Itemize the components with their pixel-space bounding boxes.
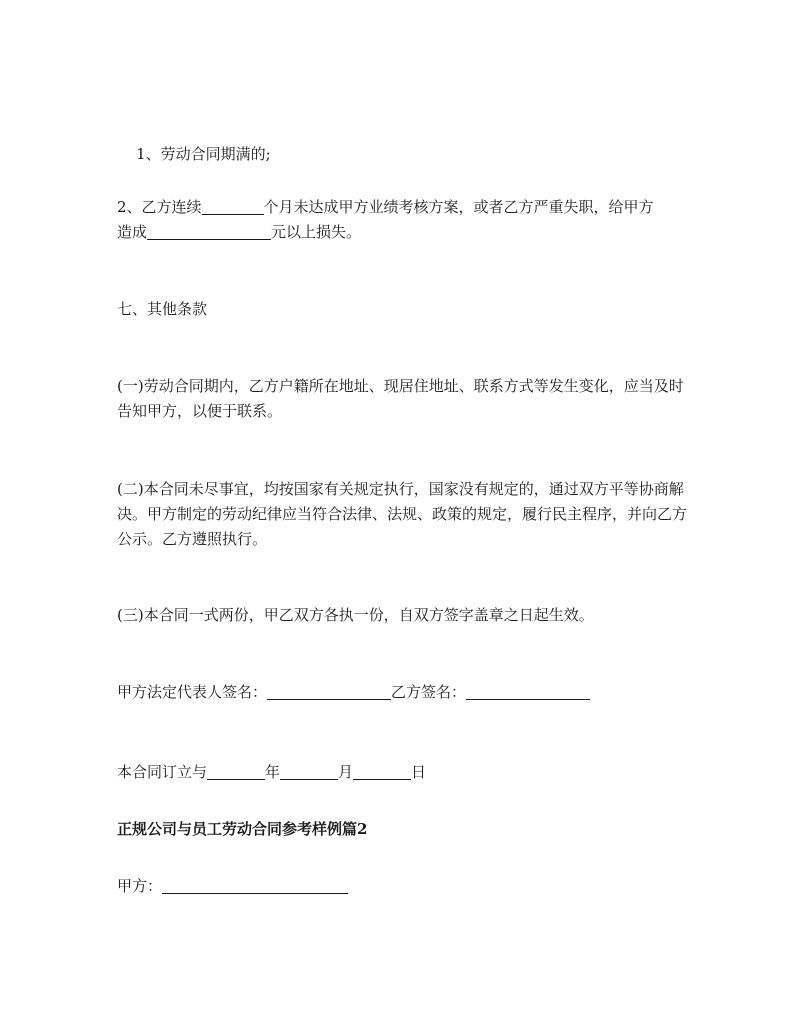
year-blank [207,761,265,780]
clause-3: (三)本合同一式两份，甲乙双方各执一份，自双方签字盖章之日起生效。 [117,606,594,624]
day-label: 日 [411,763,427,781]
item-1-text: 1、劳动合同期满的; [136,145,271,163]
party-a-signature-label: 甲方法定代表人签名： [117,683,268,701]
item-2-text-middle: 个月未达成甲方业绩考核方案，或者乙方严重失职，给甲方 [263,198,654,216]
date-prefix: 本合同订立与 [117,763,208,781]
party-b-signature-blank [466,681,590,700]
item-contract-expired [117,117,687,192]
party-a-line [117,874,687,899]
clause-1: (一)劳动合同期内，乙方户籍所在地址、现居住地址、联系方式等发生变化，应当及时告知甲方，以便于联系。 [117,377,684,420]
item-2-text-start: 2、乙方连续 [117,198,202,216]
months-blank [202,196,264,215]
next-contract-title: 正规公司与员工劳动合同参考样例篇2 [117,820,368,838]
item-2-text-end: 元以上损失。 [271,223,362,241]
item-2-text-cause: 造成 [117,223,148,241]
party-a-blank [162,875,348,894]
day-blank [353,761,411,780]
party-a-signature-blank [267,681,391,700]
signature-line [117,680,687,705]
section-7-title: 七、其他条款 [117,300,208,318]
clause-2: (二)本合同未尽事宜，均按国家有关规定执行，国家没有规定的，通过双方平等协商解决。甲方制定的劳动纪律应当符合法律、法规、政策的规定，履行民主程序，并向乙方公示。乙方遵照执行。 [117,480,688,548]
party-a-label: 甲方： [117,877,163,895]
month-blank [280,761,338,780]
item-performance-clause [117,195,687,245]
party-b-signature-label: 乙方签名： [391,683,467,701]
amount-blank [147,221,271,240]
month-label: 月 [338,763,354,781]
year-label: 年 [265,763,281,781]
contract-date-line [117,760,687,785]
